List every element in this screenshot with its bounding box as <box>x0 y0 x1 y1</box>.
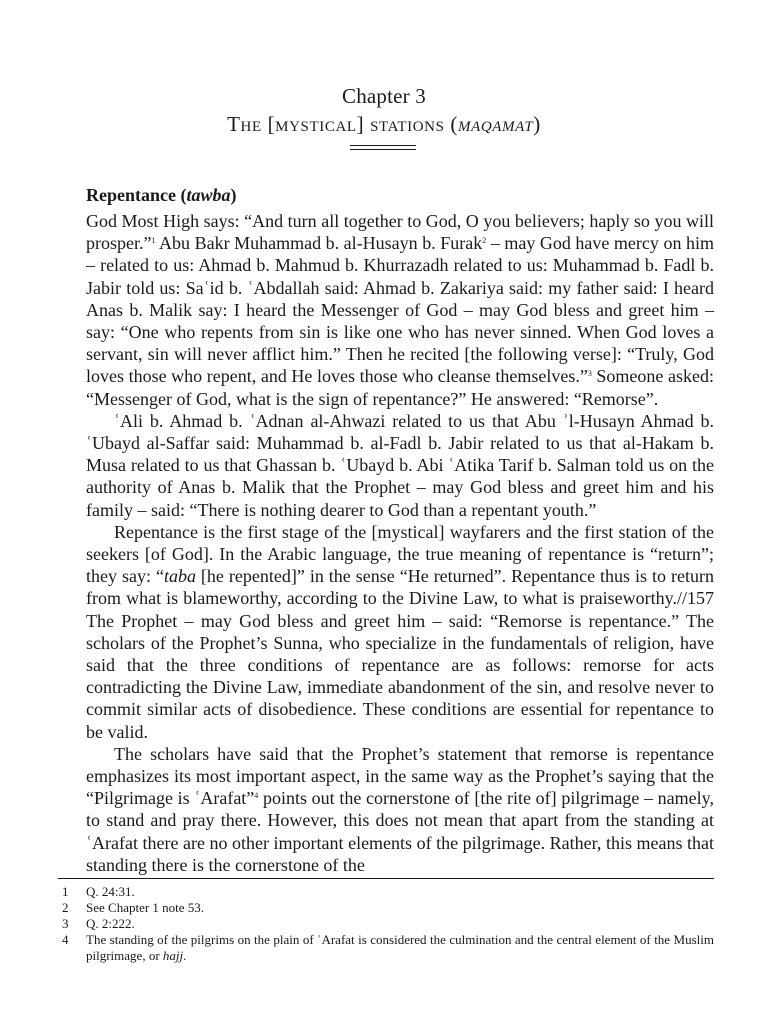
footnote-2 <box>62 900 714 916</box>
footnote-ref-4[interactable]: 4 <box>254 791 259 801</box>
footnote-ref-1[interactable]: 1 <box>151 236 156 246</box>
footnote-ref-3[interactable]: 3 <box>587 369 592 379</box>
paragraph-4-part-b: points out the cornerstone of [the rite of] pilgrimage – namely, to stand and pray there. However, this does not mean that apart from the standing at ʿArafat there are no other important elements of the pilgrimage. Rather, this means that standing there is the cornerstone of the <box>86 788 714 875</box>
paragraph-1-part-a: God Most High says: “And turn all together to God, O you believers; haply so you will prosper.” <box>86 211 714 254</box>
footnote-text: Q. 2:222. <box>86 916 135 931</box>
paragraph-1-part-c: – may God have mercy on him – related to us: Ahmad b. Mahmud b. Khurrazadh related to us: Muhammad b. Fadl b. Jabir told us: Saʿid b. ʿAbdallah said: Ahmad b. Zakariya said: my father said: I heard Anas b. Malik say: I heard the Messenger of God – may God bless and greet him – say: “One who repents from sin is like one who has never sinned. When God loves a servant, sin will never afflict him.” Then he recited [the following verse]: “Truly, God loves those who repent, and He loves those who cleanse themselves.” <box>86 233 714 387</box>
paragraph-1-part-b: Abu Bakr Muhammad b. al-Husayn b. Furak <box>155 233 483 254</box>
title-rule-upper <box>350 145 416 146</box>
footnote-divider <box>58 878 714 879</box>
body-text <box>86 210 714 876</box>
paragraph-3-part-a: Repentance is the first stage of the [mystical] wayfarers and the first station of the seekers [of God]. In the Arabic language, the true meaning of repentance is “return”; they say: “ <box>86 521 714 587</box>
footnote-number: 3 <box>62 916 69 931</box>
footnote-4-text: The standing of the pilgrims on the plain of ʿArafat is considered the culmination and the central element of the Muslim pilgrimage, or <box>86 932 714 963</box>
paragraph-3 <box>86 521 714 743</box>
footnote-4-end: . <box>183 948 187 963</box>
footnote-4-term: hajj <box>162 948 184 963</box>
chapter-label: Chapter 3 <box>341 84 427 108</box>
footnote-ref-2[interactable]: 2 <box>482 236 487 246</box>
title-rule-lower <box>350 149 416 150</box>
paragraph-3-term: taba <box>163 566 196 587</box>
chapter-title <box>0 112 768 137</box>
paragraph-3-part-b: [he repented]” in the sense “He returned”. Repentance thus is to return from what is blameworthy, according to the Divine Law, to what is praiseworthy.//157 The Prophet – may God bless and greet him – said: “Remorse is repentance.” The scholars of the Prophet’s Sunna, who specialize in the fundamentals of religion, have said that the three conditions of repentance are as follows: remorse for acts contradicting the Divine Law, immediate abandonment of the sin, and resolve never to commit similar acts of disobedience. These conditions are essential for repentance to be valid. <box>86 566 714 742</box>
section-heading-text: Repentance ( <box>86 185 187 205</box>
footnote-number: 2 <box>62 900 69 915</box>
footnote-number: 4 <box>62 932 69 947</box>
footnote-text <box>86 932 714 964</box>
footnote-3 <box>62 916 714 932</box>
footnote-4 <box>62 932 714 964</box>
section-heading-close: ) <box>230 185 237 205</box>
section-heading-term: tawba <box>186 185 231 205</box>
footnotes <box>62 884 714 964</box>
footnote-number: 1 <box>62 884 69 899</box>
paragraph-1 <box>86 210 714 410</box>
paragraph-1-part-d: Someone asked: “Messenger of God, what is the sign of repentance?” He answered: “Remorse”. <box>86 366 714 409</box>
section-heading <box>86 185 237 206</box>
chapter-title-close: ) <box>533 112 541 136</box>
footnote-text: See Chapter 1 note 53. <box>86 900 205 915</box>
paragraph-2: ʿAli b. Ahmad b. ʿAdnan al-Ahwazi related to us that Abu ʾl-Husayn Ahmad b. ʿUbayd al-Saffar said: Muhammad b. al-Fadl b. Jabir related to us that al-Hakam b. Musa related to us that Ghassan b. ʿUbayd b. Abi ʿAtika Tarif b. Salman told us on the authority of Anas b. Malik that the Prophet – may God bless and greet him and his family – said: “There is nothing dearer to God than a repentant youth.” <box>86 410 714 520</box>
footnote-1 <box>62 884 714 900</box>
footnote-text: Q. 24:31. <box>86 884 135 899</box>
chapter-title-text: The [mystical] stations ( <box>227 112 458 136</box>
chapter-title-term: maqamat <box>457 112 534 136</box>
paragraph-4 <box>86 743 714 876</box>
paragraph-4-part-a: The scholars have said that the Prophet’s statement that remorse is repentance emphasizes its most important aspect, in the same way as the Prophet’s saying that the “Pilgrimage is ʿArafat” <box>86 743 714 809</box>
